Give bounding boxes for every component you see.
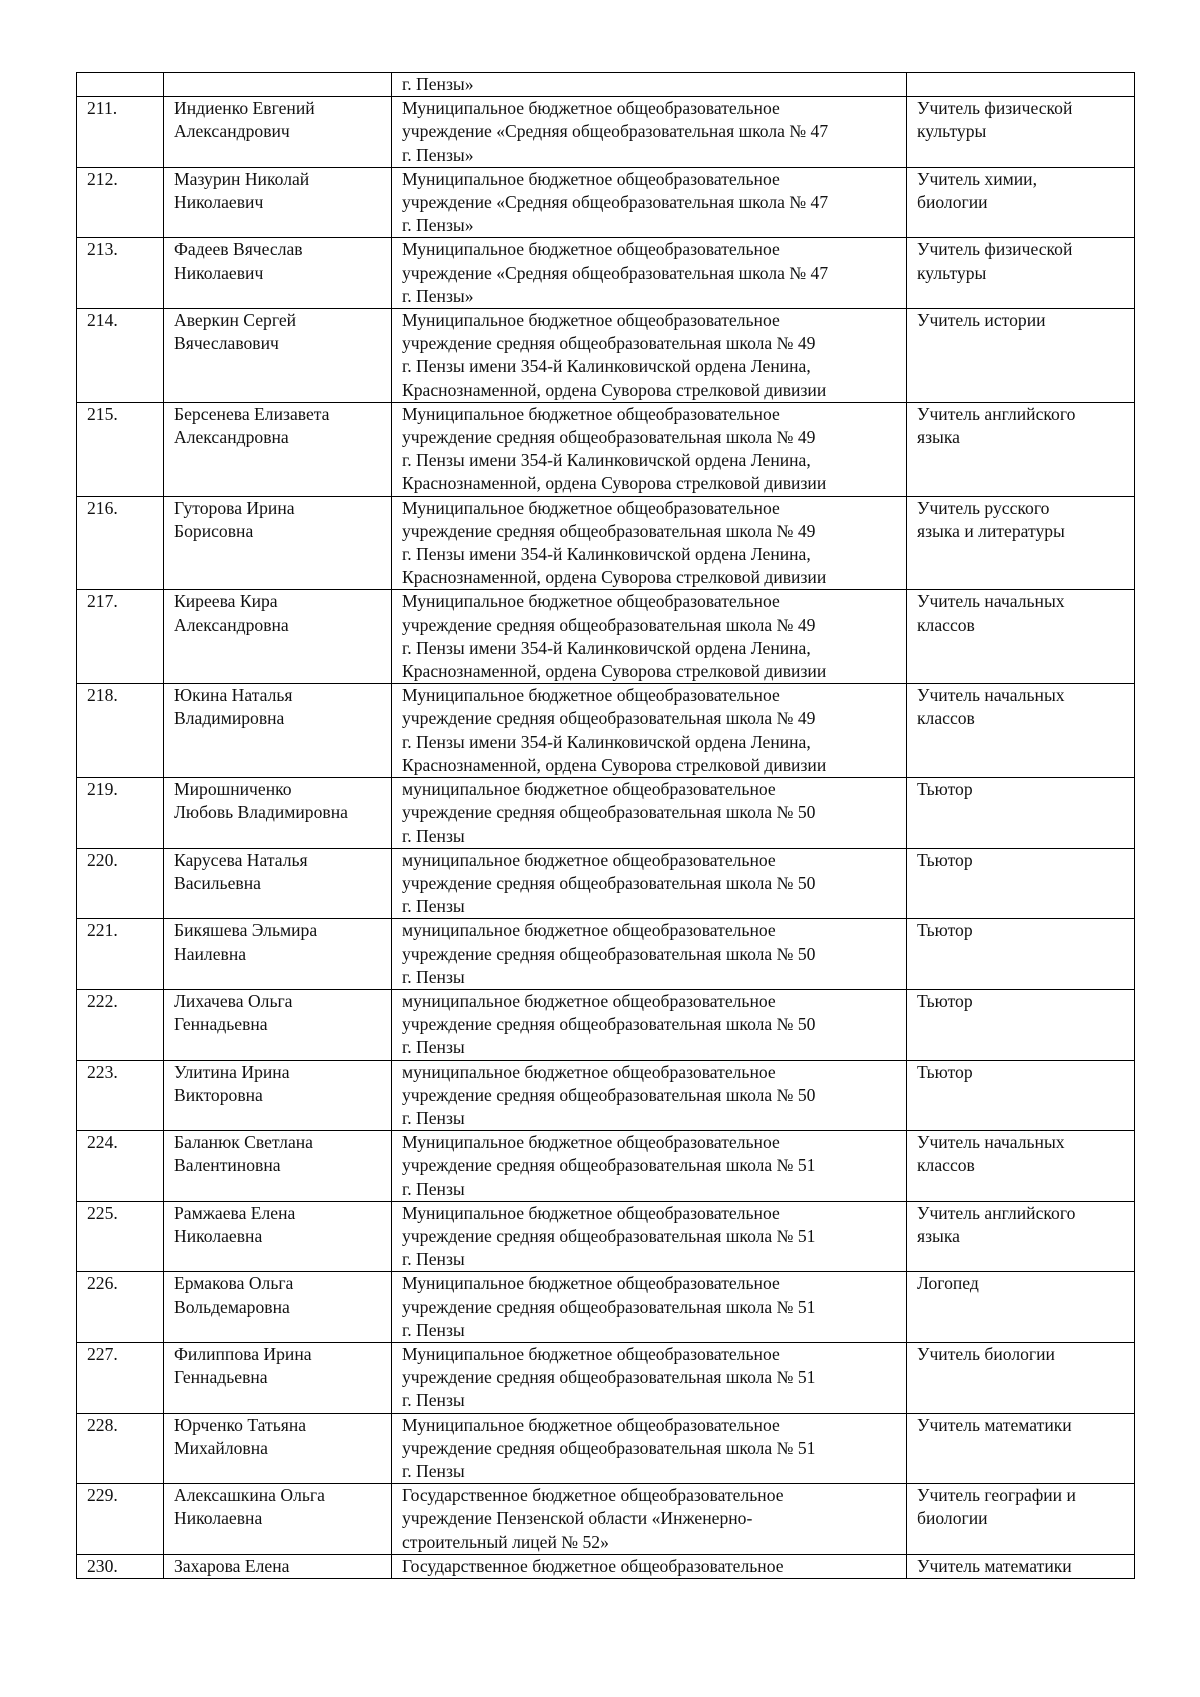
organization-cell: муниципальное бюджетное общеобразовательное учреждение средняя общеобразовательная школа № 50 г. Пензы [392,778,907,849]
position-cell: Тьютор [907,1060,1135,1131]
teacher-name-cell: Берсенева Елизавета Александровна [164,402,392,496]
organization-cell: Муниципальное бюджетное общеобразовательное учреждение «Средняя общеобразовательная школа № 47 г. Пензы» [392,97,907,168]
teacher-name-cell: Фадеев Вячеслав Николаевич [164,238,392,309]
table-row [77,989,1135,1060]
row-number-cell: 229. [77,1484,164,1555]
table-row [77,590,1135,684]
row-number-cell: 215. [77,402,164,496]
table-row [77,309,1135,403]
teacher-name-cell: Баланюк Светлана Валентиновна [164,1131,392,1202]
row-number-cell: 220. [77,848,164,919]
row-number-cell [77,73,164,97]
teacher-name-cell: Филиппова Ирина Геннадьевна [164,1342,392,1413]
organization-cell: Муниципальное бюджетное общеобразовательное учреждение средняя общеобразовательная школа № 49 г. Пензы имени 354-й Калинковичской ордена Ленина, Краснознаменной, ордена Суворова стрелковой дивизии [392,684,907,778]
row-number-cell: 228. [77,1413,164,1484]
teacher-name-cell: Улитина Ирина Викторовна [164,1060,392,1131]
teacher-name-cell [164,73,392,97]
table-row [77,1554,1135,1578]
position-cell: Учитель математики [907,1554,1135,1578]
row-number-cell: 214. [77,309,164,403]
position-cell: Тьютор [907,989,1135,1060]
row-number-cell: 213. [77,238,164,309]
position-cell: Учитель английского языка [907,402,1135,496]
teacher-name-cell: Аверкин Сергей Вячеславович [164,309,392,403]
position-cell: Учитель русского языка и литературы [907,496,1135,590]
teachers-table-body [77,73,1135,1579]
position-cell: Логопед [907,1272,1135,1343]
position-cell: Учитель начальных классов [907,590,1135,684]
table-row [77,97,1135,168]
table-row [77,238,1135,309]
position-cell [907,73,1135,97]
teacher-name-cell: Гуторова Ирина Борисовна [164,496,392,590]
teacher-name-cell: Индиенко Евгений Александрович [164,97,392,168]
table-row [77,1272,1135,1343]
table-row [77,1413,1135,1484]
table-row [77,848,1135,919]
row-number-cell: 218. [77,684,164,778]
table-row [77,73,1135,97]
organization-cell: Муниципальное бюджетное общеобразовательное учреждение средняя общеобразовательная школа № 51 г. Пензы [392,1131,907,1202]
row-number-cell: 225. [77,1201,164,1272]
organization-cell: муниципальное бюджетное общеобразовательное учреждение средняя общеобразовательная школа № 50 г. Пензы [392,989,907,1060]
row-number-cell: 219. [77,778,164,849]
table-row [77,1342,1135,1413]
row-number-cell: 227. [77,1342,164,1413]
position-cell: Учитель начальных классов [907,1131,1135,1202]
row-number-cell: 230. [77,1554,164,1578]
row-number-cell: 226. [77,1272,164,1343]
position-cell: Тьютор [907,848,1135,919]
table-row [77,167,1135,238]
table-row [77,684,1135,778]
teacher-name-cell: Мирошниченко Любовь Владимировна [164,778,392,849]
table-row [77,1484,1135,1555]
table-row [77,1060,1135,1131]
organization-cell: Государственное бюджетное общеобразовательное учреждение Пензенской области «Инженерно- строительный лицей № 52» [392,1484,907,1555]
teacher-name-cell: Карусева Наталья Васильевна [164,848,392,919]
position-cell: Учитель начальных классов [907,684,1135,778]
teacher-name-cell: Юрченко Татьяна Михайловна [164,1413,392,1484]
row-number-cell: 222. [77,989,164,1060]
organization-cell: Муниципальное бюджетное общеобразовательное учреждение «Средняя общеобразовательная школа № 47 г. Пензы» [392,167,907,238]
teacher-name-cell: Лихачева Ольга Геннадьевна [164,989,392,1060]
table-row [77,778,1135,849]
position-cell: Учитель математики [907,1413,1135,1484]
organization-cell: муниципальное бюджетное общеобразовательное учреждение средняя общеобразовательная школа № 50 г. Пензы [392,1060,907,1131]
position-cell: Учитель биологии [907,1342,1135,1413]
table-row [77,1131,1135,1202]
organization-cell: Государственное бюджетное общеобразовательное [392,1554,907,1578]
teacher-name-cell: Рамжаева Елена Николаевна [164,1201,392,1272]
organization-cell: Муниципальное бюджетное общеобразовательное учреждение средняя общеобразовательная школа № 51 г. Пензы [392,1413,907,1484]
organization-cell: Муниципальное бюджетное общеобразовательное учреждение «Средняя общеобразовательная школа № 47 г. Пензы» [392,238,907,309]
position-cell: Учитель химии, биологии [907,167,1135,238]
organization-cell: Муниципальное бюджетное общеобразовательное учреждение средняя общеобразовательная школа № 51 г. Пензы [392,1201,907,1272]
row-number-cell: 221. [77,919,164,990]
row-number-cell: 216. [77,496,164,590]
organization-cell: Муниципальное бюджетное общеобразовательное учреждение средняя общеобразовательная школа № 49 г. Пензы имени 354-й Калинковичской ордена Ленина, Краснознаменной, ордена Суворова стрелковой дивизии [392,309,907,403]
position-cell: Учитель истории [907,309,1135,403]
position-cell: Учитель английского языка [907,1201,1135,1272]
table-row [77,919,1135,990]
position-cell: Учитель физической культуры [907,238,1135,309]
organization-cell: муниципальное бюджетное общеобразовательное учреждение средняя общеобразовательная школа № 50 г. Пензы [392,919,907,990]
row-number-cell: 224. [77,1131,164,1202]
teacher-name-cell: Ермакова Ольга Вольдемаровна [164,1272,392,1343]
row-number-cell: 217. [77,590,164,684]
position-cell: Учитель физической культуры [907,97,1135,168]
row-number-cell: 211. [77,97,164,168]
teachers-table [76,72,1135,1579]
organization-cell: Муниципальное бюджетное общеобразовательное учреждение средняя общеобразовательная школа № 49 г. Пензы имени 354-й Калинковичской ордена Ленина, Краснознаменной, ордена Суворова стрелковой дивизии [392,496,907,590]
organization-cell: Муниципальное бюджетное общеобразовательное учреждение средняя общеобразовательная школа № 49 г. Пензы имени 354-й Калинковичской ордена Ленина, Краснознаменной, ордена Суворова стрелковой дивизии [392,590,907,684]
row-number-cell: 212. [77,167,164,238]
teacher-name-cell: Алексашкина Ольга Николаевна [164,1484,392,1555]
teacher-name-cell: Бикяшева Эльмира Наилевна [164,919,392,990]
teacher-name-cell: Юкина Наталья Владимировна [164,684,392,778]
table-row [77,496,1135,590]
organization-cell: Муниципальное бюджетное общеобразовательное учреждение средняя общеобразовательная школа № 51 г. Пензы [392,1272,907,1343]
teacher-name-cell: Киреева Кира Александровна [164,590,392,684]
position-cell: Тьютор [907,919,1135,990]
table-row [77,1201,1135,1272]
organization-cell: Муниципальное бюджетное общеобразовательное учреждение средняя общеобразовательная школа № 49 г. Пензы имени 354-й Калинковичской ордена Ленина, Краснознаменной, ордена Суворова стрелковой дивизии [392,402,907,496]
row-number-cell: 223. [77,1060,164,1131]
table-row [77,402,1135,496]
organization-cell: муниципальное бюджетное общеобразовательное учреждение средняя общеобразовательная школа № 50 г. Пензы [392,848,907,919]
organization-cell: Муниципальное бюджетное общеобразовательное учреждение средняя общеобразовательная школа № 51 г. Пензы [392,1342,907,1413]
teacher-name-cell: Захарова Елена [164,1554,392,1578]
position-cell: Учитель географии и биологии [907,1484,1135,1555]
teacher-name-cell: Мазурин Николай Николаевич [164,167,392,238]
organization-cell: г. Пензы» [392,73,907,97]
position-cell: Тьютор [907,778,1135,849]
